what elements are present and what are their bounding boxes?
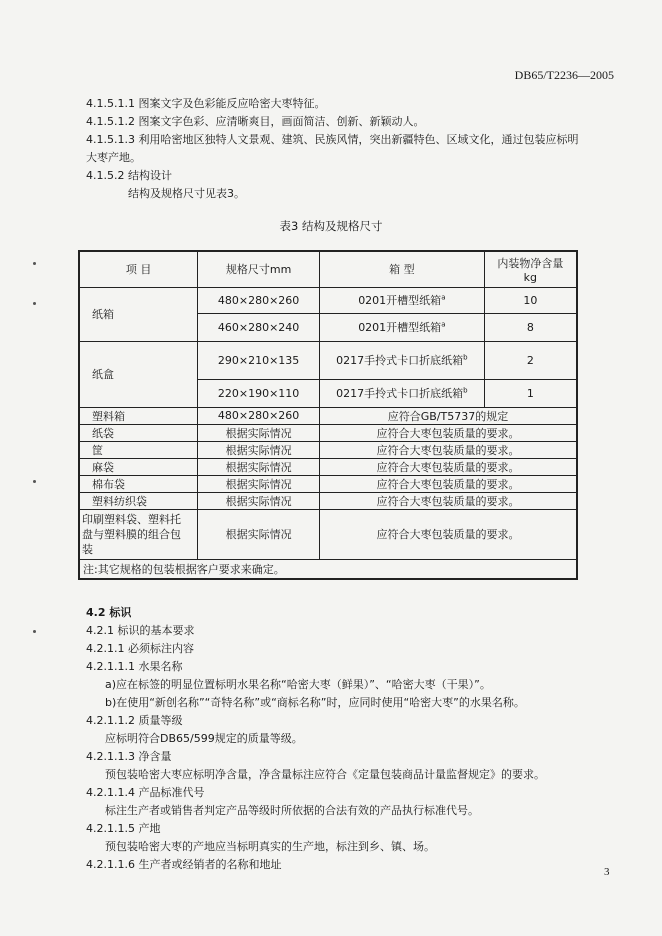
item-cell: 塑料箱 <box>79 407 198 424</box>
quality-grade-text: 应标明符合DB65/599规定的质量等级。 <box>105 732 303 745</box>
size-cell: 220×190×110 <box>198 379 320 407</box>
header-box-type: 箱 型 <box>319 251 484 287</box>
table-note-row <box>79 559 577 579</box>
box-type-cell: 0217手拎式卡口折底纸箱$^b$ <box>319 341 484 379</box>
group-carton: 纸箱 <box>79 287 198 341</box>
list-item-a: a)应在标签的明显位置标明水果名称“哈密大枣（鲜果）”、“哈密大枣（干果）”。 <box>105 678 491 691</box>
size-cell: 根据实际情况 <box>198 458 320 475</box>
box-type-cell: 0201开槽型纸箱$^a$ <box>319 287 484 313</box>
box-type-cell: 0217手拎式卡口折底纸箱$^b$ <box>319 379 484 407</box>
requirement-cell: 应符合大枣包装质量的要求。 <box>319 509 577 559</box>
section-4-2-1-1-5: 4.2.1.1.5 产地 <box>86 822 161 835</box>
item-cell: 塑料纺织袋 <box>79 492 198 509</box>
size-cell: 根据实际情况 <box>198 509 320 559</box>
header-item: 项 目 <box>79 251 198 287</box>
table-row <box>79 407 577 424</box>
table-row <box>79 509 577 559</box>
section-4-2-1-1-2: 4.2.1.1.2 质量等级 <box>86 714 183 727</box>
scan-speck <box>33 302 36 305</box>
origin-text: 预包装哈密大枣的产地应当标明真实的生产地，标注到乡、镇、场。 <box>105 840 435 853</box>
clause-4-1-5-1-1: 4.1.5.1.1 图案文字及色彩能反应哈密大枣特征。 <box>86 97 326 110</box>
net-content-text: 预包装哈密大枣应标明净含量，净含量标注应符合《定量包装商品计量监督规定》的要求。 <box>105 768 545 781</box>
requirement-cell: 应符合大枣包装质量的要求。 <box>319 441 577 458</box>
size-cell: 290×210×135 <box>198 341 320 379</box>
header-net-content <box>484 251 577 287</box>
section-4-2-1-1: 4.2.1.1 必须标注内容 <box>86 642 194 655</box>
section-4-2-1-1-1: 4.2.1.1.1 水果名称 <box>86 660 183 673</box>
scan-speck <box>33 262 36 265</box>
clause-4-1-5-1-2: 4.1.5.1.2 图案文字色彩、应清晰爽目，画面简洁、创新、新颖动人。 <box>86 115 425 128</box>
net-cell: 8 <box>484 313 577 341</box>
scan-speck <box>33 480 36 483</box>
size-cell: 根据实际情况 <box>198 441 320 458</box>
standard-code-text: 标注生产者或销售者判定产品等级时所依据的合法有效的产品执行标准代号。 <box>105 804 479 817</box>
spec-table <box>78 250 578 580</box>
requirement-cell: 应符合GB/T5737的规定 <box>319 407 577 424</box>
net-cell: 1 <box>484 379 577 407</box>
document-code: DB65/T2236—2005 <box>514 68 614 82</box>
size-cell: 根据实际情况 <box>198 492 320 509</box>
table-header-row <box>79 251 577 287</box>
size-cell: 根据实际情况 <box>198 475 320 492</box>
clause-4-1-5-1-3-cont: 大枣产地。 <box>86 151 141 164</box>
item-cell: 棉布袋 <box>79 475 198 492</box>
section-4-2-1-1-4: 4.2.1.1.4 产品标准代号 <box>86 786 205 799</box>
requirement-cell: 应符合大枣包装质量的要求。 <box>319 424 577 441</box>
structure-reference: 结构及规格尺寸见表3。 <box>128 187 245 200</box>
size-cell: 根据实际情况 <box>198 424 320 441</box>
table-row <box>79 458 577 475</box>
table-row <box>79 341 577 379</box>
table-row <box>79 287 577 313</box>
table-row <box>79 492 577 509</box>
header-net-unit: kg <box>523 270 538 284</box>
requirement-cell: 应符合大枣包装质量的要求。 <box>319 492 577 509</box>
requirement-cell: 应符合大枣包装质量的要求。 <box>319 458 577 475</box>
clause-4-1-5-2: 4.1.5.2 结构设计 <box>86 169 172 182</box>
table-row <box>79 424 577 441</box>
size-cell: 480×280×260 <box>198 407 320 424</box>
list-item-b: b)在使用“新创名称”“奇特名称”或“商标名称”时，应同时使用“哈密大枣”的水果名称。 <box>105 696 525 709</box>
combo-item-cell: 印刷塑料袋、塑料托 盘与塑料膜的组合包 装 <box>79 509 198 559</box>
section-4-2-1-1-6: 4.2.1.1.6 生产者或经销者的名称和地址 <box>86 858 282 871</box>
size-cell: 480×280×260 <box>198 287 320 313</box>
group-box: 纸盒 <box>79 341 198 407</box>
scan-speck <box>33 630 36 633</box>
table-caption: 表3 结构及规格尺寸 <box>279 219 383 233</box>
requirement-cell: 应符合大枣包装质量的要求。 <box>319 475 577 492</box>
item-cell: 筐 <box>79 441 198 458</box>
header-net-label: 内装物净含量 <box>497 256 564 270</box>
table-row <box>79 475 577 492</box>
box-type-cell: 0201开槽型纸箱$^a$ <box>319 313 484 341</box>
table-note: 注:其它规格的包装根据客户要求来确定。 <box>79 559 577 579</box>
item-cell: 麻袋 <box>79 458 198 475</box>
section-4-2-1-1-3: 4.2.1.1.3 净含量 <box>86 750 172 763</box>
item-cell: 纸袋 <box>79 424 198 441</box>
clause-4-1-5-1-3: 4.1.5.1.3 利用哈密地区独特人文景观、建筑、民族风情，突出新疆特色、区域文化，通过包装应标明 <box>86 133 579 146</box>
section-4-2: 4.2 标识 <box>86 606 132 619</box>
page-number: 3 <box>604 866 610 878</box>
table-row <box>79 441 577 458</box>
header-size: 规格尺寸mm <box>198 251 320 287</box>
net-cell: 10 <box>484 287 577 313</box>
size-cell: 460×280×240 <box>198 313 320 341</box>
net-cell: 2 <box>484 341 577 379</box>
section-4-2-1: 4.2.1 标识的基本要求 <box>86 624 195 637</box>
